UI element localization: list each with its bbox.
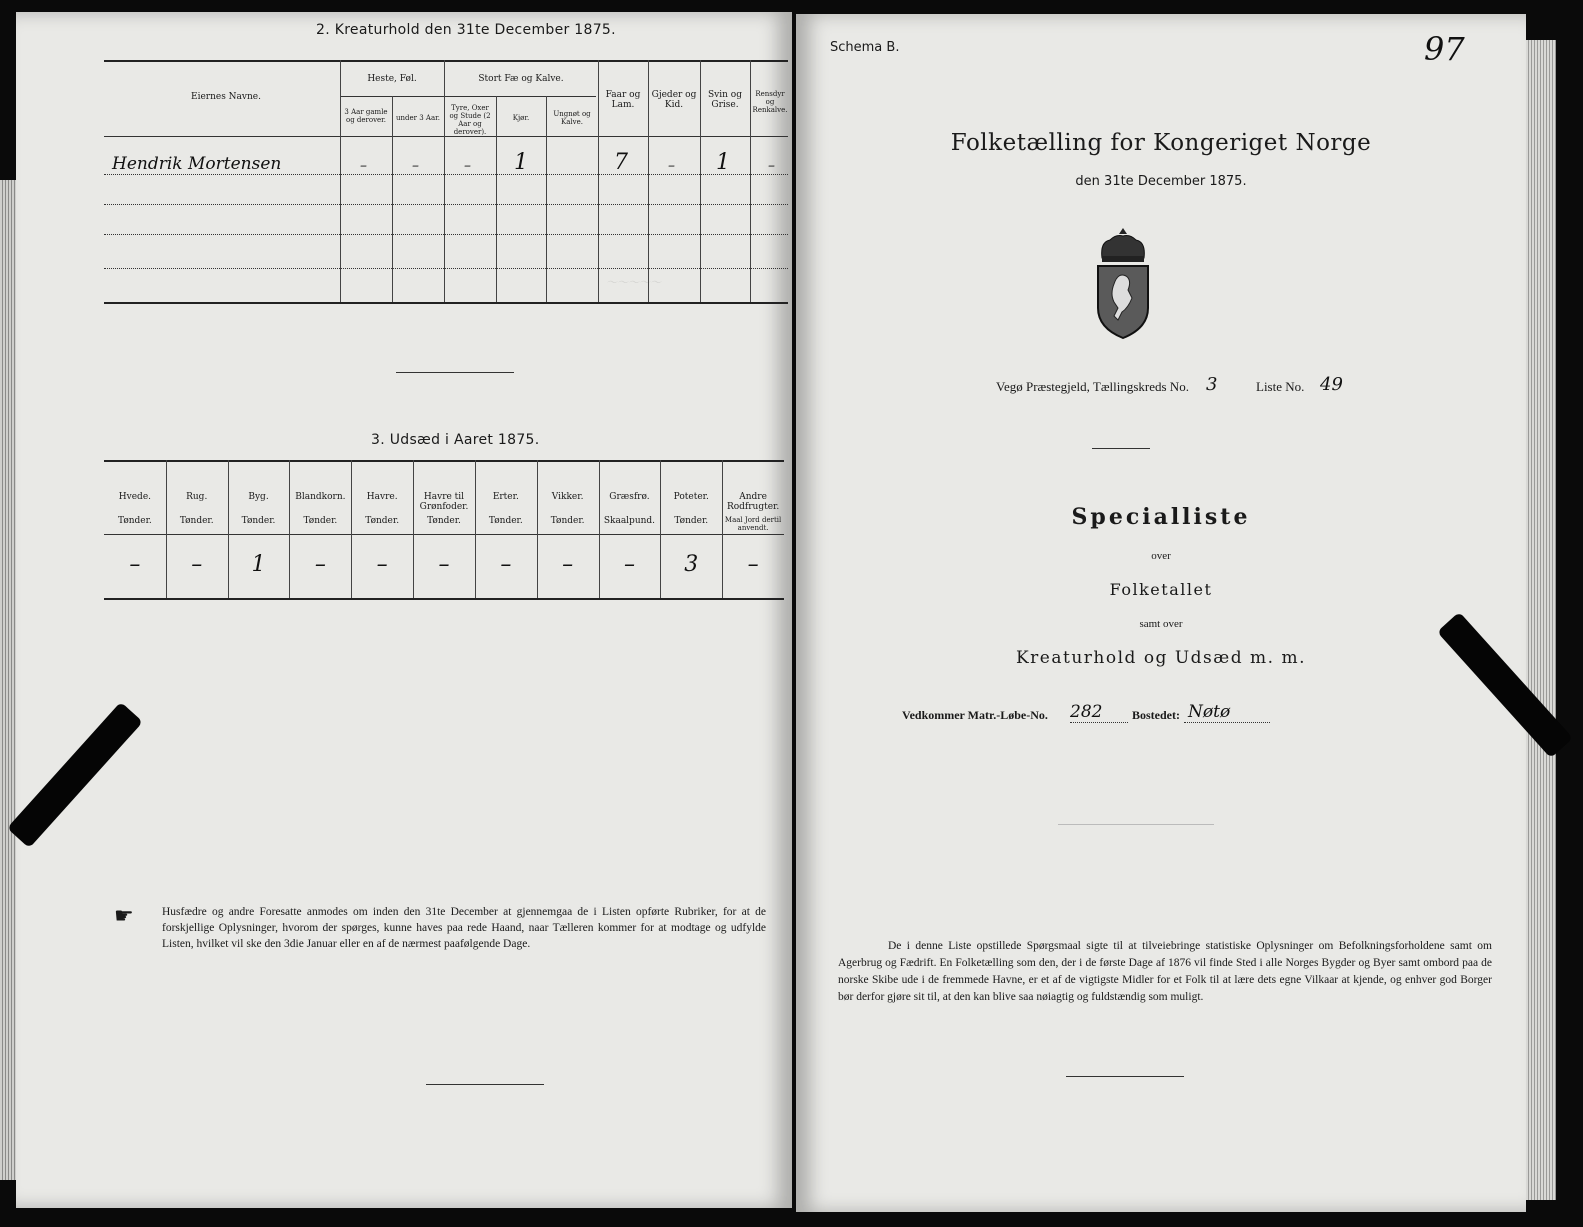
fill-line: [1070, 722, 1128, 723]
col-divider: [546, 96, 547, 302]
udsaed-col-unit: Tønder.: [550, 516, 585, 526]
table2-row-rule: [104, 234, 788, 235]
header-horses: Heste, Føl.: [367, 74, 417, 84]
col-divider: [289, 460, 290, 598]
coat-of-arms-icon: [1088, 224, 1158, 342]
col-divider: [496, 96, 497, 302]
parish-label: Vegø Præstegjeld, Tællingskreds No.: [996, 379, 1189, 394]
udsaed-col-unit: Tønder.: [241, 516, 276, 526]
udsaed-col-name: Poteter.: [673, 492, 709, 502]
section2-title: 2. Kreaturhold den 31te December 1875.: [316, 22, 616, 38]
col-divider: [351, 460, 352, 598]
entry-horses-adult: –: [360, 158, 367, 174]
page-number: 97: [1424, 30, 1465, 68]
header-reindeer: Rensdyr og Renkalve.: [752, 90, 788, 114]
bleed-through: ～～～～～: [606, 276, 661, 289]
separator: [1066, 1076, 1184, 1077]
col-divider: [660, 460, 661, 598]
col-divider: [392, 96, 393, 302]
udsaed-entry: –: [562, 552, 574, 577]
notice-text: Husfædre og andre Foresatte anmodes om inden den 31te December at gjennemgaa de i Listen opførte Rubriker, for at de forskjellige Oplysninger, hvorom der spørges, kunne haves paa rede Haand, naar Tælleren kommer for at modtage og udfylde Listen, hvilket vil ske den 3die Januar eller en af de nærmest paafølgende Dage.: [162, 906, 766, 950]
list-number: 49: [1320, 374, 1343, 395]
udsaed-col-name: Andre Rodfrugter.: [726, 492, 780, 512]
udsaed-entry: –: [747, 552, 759, 577]
col-divider: [475, 460, 476, 598]
table2-header-rule: [104, 136, 788, 137]
table2-row-rule: [104, 174, 788, 175]
col-divider: [599, 460, 600, 598]
header-cattle: Stort Fæ og Kalve.: [478, 74, 564, 84]
section3-title: 3. Udsæd i Aaret 1875.: [371, 432, 540, 448]
udsaed-col-unit: Tønder.: [118, 516, 152, 526]
table3-header-rule: [104, 534, 784, 535]
entry-cattle-cows: 1: [514, 150, 528, 175]
entry-sheep: 7: [614, 150, 628, 175]
udsaed-col-name: Erter.: [492, 492, 519, 502]
udsaed-col-name: Byg.: [248, 492, 269, 502]
col-divider: [598, 60, 599, 302]
matr-label: Vedkommer Matr.-Løbe-No.: [902, 708, 1048, 722]
separator: [1058, 824, 1214, 825]
col-divider: [750, 60, 751, 302]
col-divider: [228, 460, 229, 598]
table3-top-border: [104, 460, 784, 462]
schema-label: Schema B.: [830, 40, 900, 55]
separator: [426, 1084, 544, 1085]
udsaed-entry: –: [438, 552, 450, 577]
udsaed-entry: –: [500, 552, 512, 577]
entry-pigs: 1: [716, 150, 730, 175]
header-pigs: Svin og Grise.: [708, 90, 742, 110]
entry-horses-young: –: [412, 158, 419, 174]
col-divider: [444, 60, 445, 302]
udsaed-col-unit: Maal Jord dertil anvendt.: [724, 516, 782, 532]
col-divider: [166, 460, 167, 598]
header-cattle-calves: Ungnøt og Kalve.: [553, 110, 591, 126]
table2-subheader-rule: [340, 96, 596, 97]
col-divider: [413, 460, 414, 598]
udsaed-col-unit: Tønder.: [674, 516, 709, 526]
owner-name-entry: Hendrik Mortensen: [112, 154, 282, 174]
header-horses-adult: 3 Aar gamle og derover.: [344, 108, 388, 124]
udsaed-col-unit: Tønder.: [427, 516, 461, 526]
udsaed-entry: –: [376, 552, 388, 577]
bosted-value: Nøtø: [1188, 702, 1231, 722]
col-divider: [700, 60, 701, 302]
udsaed-col-unit: Tønder.: [488, 516, 523, 526]
left-page: [16, 12, 792, 1208]
footnote-text: De i denne Liste opstillede Spørgsmaal sigte til at tilveiebringe statistiske Oplysninger om Befolkningsforholdene samt om Agerbrug og Fædrift. En Folketælling som den, der i de første Dage af 1876 vil finde Sted i alle Norges Bygder og Byer samt ombord paa de norske Skibe ude i de fremmede Havne, er et af de vigtigste Midler for et Folk til at lære dets egne Vilkaar at kjende, og enhver god Borger bør derfor gjøre sit til, at den kan blive saa nøiagtig og fuldstændig som muligt.: [838, 940, 1492, 1003]
table2-row-rule: [104, 268, 788, 269]
udsaed-col-unit: Tønder.: [179, 516, 214, 526]
samt-over-text: samt over: [1139, 618, 1183, 630]
col-divider: [648, 60, 649, 302]
udsaed-entry: 1: [251, 552, 266, 577]
entry-goats: –: [668, 158, 675, 174]
entry-reindeer: –: [768, 158, 775, 174]
right-page: [796, 14, 1526, 1212]
list-label: Liste No.: [1256, 379, 1305, 394]
matr-number: 282: [1070, 702, 1103, 722]
fill-line: [1184, 722, 1270, 723]
table3-bottom-border: [104, 598, 784, 600]
col-divider: [537, 460, 538, 598]
col-divider: [340, 60, 341, 302]
udsaed-col-name: Vikker.: [551, 492, 584, 502]
udsaed-col-name: Blandkorn.: [295, 492, 346, 502]
udsaed-col-name: Havre.: [366, 492, 398, 502]
header-horses-young: under 3 Aar.: [396, 114, 440, 122]
separator: [1092, 448, 1150, 449]
udsaed-col-name: Havre til Grønfoder.: [419, 492, 469, 512]
udsaed-entry: –: [314, 552, 326, 577]
header-goats: Gjeder og Kid.: [651, 90, 697, 110]
header-owner-name: Eiernes Navne.: [191, 92, 261, 102]
udsaed-entry: –: [129, 552, 141, 577]
folketallet-text: Folketallet: [1109, 580, 1213, 599]
entry-cattle-bulls: –: [464, 158, 471, 174]
udsaed-col-unit: Tønder.: [365, 516, 400, 526]
udsaed-entry: 3: [684, 552, 699, 577]
pointing-hand-icon: ☛: [114, 904, 134, 929]
udsaed-col-unit: Tønder.: [303, 516, 338, 526]
header-cattle-cows: Kjør.: [512, 114, 530, 122]
page-subtitle: den 31te December 1875.: [1075, 174, 1247, 189]
udsaed-col-name: Græsfrø.: [609, 492, 650, 502]
header-cattle-bulls: Tyre, Oxer og Stude (2 Aar og derover).: [449, 104, 491, 136]
book-edge-left: [0, 180, 16, 1180]
udsaed-col-name: Rug.: [186, 492, 208, 502]
kreaturhold-heading: Kreaturhold og Udsæd m. m.: [1015, 648, 1306, 668]
separator: [396, 372, 514, 373]
book-edge-right: [1526, 40, 1556, 1200]
specialliste-heading: Specialliste: [1071, 504, 1251, 530]
district-number: 3: [1206, 374, 1218, 395]
page-title: Folketælling for Kongeriget Norge: [950, 130, 1372, 156]
udsaed-col-name: Hvede.: [118, 492, 152, 502]
udsaed-entry: –: [191, 552, 203, 577]
header-sheep: Faar og Lam.: [605, 90, 641, 110]
bosted-label: Bostedet:: [1132, 708, 1180, 722]
udsaed-col-unit: Skaalpund.: [603, 516, 656, 526]
table2-bottom-border: [104, 302, 788, 304]
udsaed-entry: –: [623, 552, 635, 577]
table2-row-rule: [104, 204, 788, 205]
over-text: over: [1151, 550, 1171, 562]
table2-top-border: [104, 60, 788, 62]
